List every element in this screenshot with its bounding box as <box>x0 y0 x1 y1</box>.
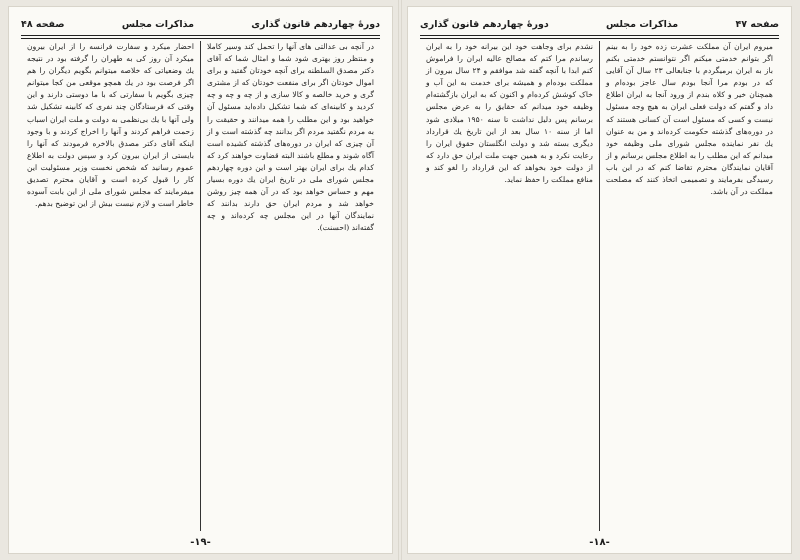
paragraph: میروم ایران آن مملکت عشرت زده خود را به بینم اگر بتوانم خدمتی میکنم اگر نتوانستم خدمتی بکنم باز به ایران برمیگردم با جنابعالی ۲۳ سال آن آقایی که در بودم مرا آنجا بودم سال عاجز بوده‌ام و همچنان خیر و کلاه بندم از ورود آنجا به ایران اطلاع داد و گفتم که دولت فعلی ایران به هیچ وجه مسئول نیست و کسی که مسئول است آن کسانی هستند که در دوره‌های گذشته حکومت کرده‌اند و من به عنوان یك نفر نماینده مجلس شورای ملی وظیفه خود میدانم که این مطلب را به اطلاع مجلس برسانم و از آقایان نمایندگان محترم تقاضا کنم که در این باب رسیدگی بفرمایند و تصمیمی اتخاذ کنند که مصلحت مملکت در آن باشد. <box>606 42 773 197</box>
paragraph: احضار میکرد و سفارت فرانسه را از ایران بیرون میکرد آن روز کی به طهران را گرفته بود در نتیجه یك وضعیاتی که خلاصه میتوانم بگویم دیگران را هم اگر فرصت بود در یك همچو موقعی من کجا میتوانم چیزی بگویم با سفارتی که با ما دوستی دارند و این وقتی که فرستادگان چند نفری که کابینه تشکیل شد ولی آنها با یك بی‌نظمی به دولت و ملت ایران اسباب زحمت فراهم کردند و آنها را اخراج کردند و با وجود اینکه آقای دکتر مصدق بالاخره فرمودند که آنها را بایستی از ایران بیرون کرد و سپس دولت به اطلاع عموم رسانید که شخص نخست وزیر مسئولیت این کار را قبول کرده است و آقایان محترم تصدیق میفرمایند که مجلس شورای ملی از این بابت آسوده خاطر است و لازم نیست بیش از این توضیح بدهم. <box>27 42 194 209</box>
header-rule <box>21 35 380 36</box>
page-label: صفحه ۴۷ <box>735 18 779 30</box>
page-number: -۱۹- <box>190 537 211 548</box>
page-number: -۱۸- <box>589 537 610 548</box>
running-series: دورهٔ چهاردهم قانون گذاری <box>251 18 380 30</box>
text-columns <box>21 41 380 531</box>
page-right <box>407 6 792 554</box>
page-header <box>420 15 779 33</box>
text-columns <box>420 41 779 531</box>
paragraph: نشدم برای وجاهت خود این بیرانه خود را به ایران رساندم مرا کتم که مصالح عالیه ایران را فراموش کنم ابدا با آنچه گفته شد موافقم و ۲۴ سال بیرون از مملکت بوده‌ام و همیشه برای خدمت به این آب و خاک کوشش کرده‌ام و اکنون که به ایران بازگشته‌ام وظیفه خود میدانم که حقایق را به عرض مجلس برسانم پس دلیل نداشت تا سنه ۱۹۵۰ میلادی شود اما از سنه ۱۰ سال بعد از این تاریخ یك قرارداد دیگری بسته شد و دولت انگلستان حقوق ایران را رعایت نکرد و به همین جهت ملت ایران حق دارد که از دولت خود بخواهد که این قرارداد را لغو کند و منافع مملکت را حفظ نماید. <box>426 42 593 185</box>
column-divider <box>200 41 201 531</box>
text-column <box>600 41 779 531</box>
page-label: صفحه ۴۸ <box>21 18 65 30</box>
book-gutter <box>398 0 402 560</box>
text-column <box>21 41 200 531</box>
page-left <box>8 6 393 554</box>
paragraph: در آنچه بی عدالتی های آنها را تحمل کند وسیر کاملا و منتظر روز بهتری شود شما و امثال شما که آقای دکتر مصدق السلطنه برای آنچه خودتان گفتید و برای اموال خودتان اگر برای منفعت خودتان که از مشتری گری و خرید خالصه و کالا سازی و از چه و چه و چه کردید و کابینه‌ای که شما تشکیل داده‌اید مسئول آن خواهید بود و این مطلب را همه میدانند و حقیقت را به مردم نگفتید مردم اگر بدانند چه گذشته است و از آن چیزی که ایران در دوره‌های گذشته کشیده است آگاه شوند و مطلع باشند البته قضاوت خواهند کرد که کدام یك برای ایران بهتر است و این دوره چهاردهم مجلس شورای ملی در تاریخ ایران یك دوره بسیار مهم و حساس خواهد بود که در آن همه چیز روشن خواهد شد و مردم ایران حق دارند بدانند که نمایندگان آنها در این مجلس چه کرده‌اند و چه گفته‌اند (احسنت). <box>207 42 374 233</box>
running-series: دورهٔ چهاردهم قانون گذاری <box>420 18 549 30</box>
running-section: مذاکرات مجلس <box>121 18 195 30</box>
column-divider <box>599 41 600 531</box>
text-column <box>201 41 380 531</box>
header-rule-thin <box>21 38 380 39</box>
page-header <box>21 15 380 33</box>
running-section: مذاکرات مجلس <box>605 18 679 30</box>
header-rule <box>420 35 779 36</box>
text-column <box>420 41 599 531</box>
header-rule-thin <box>420 38 779 39</box>
